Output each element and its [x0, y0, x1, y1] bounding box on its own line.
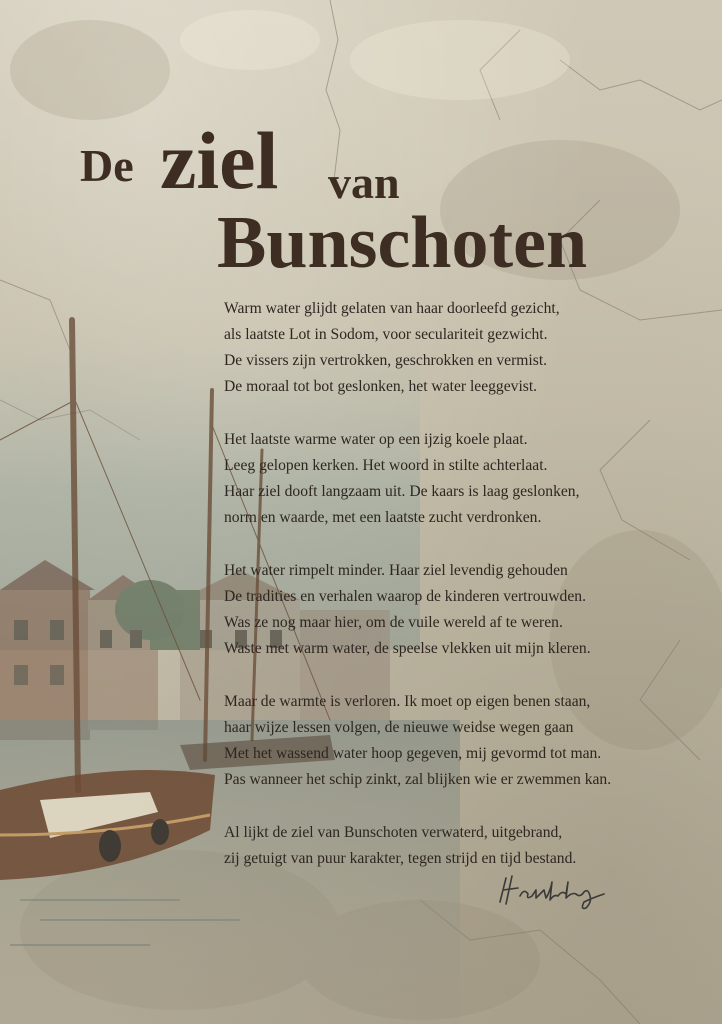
poem-stanza-5 [224, 820, 694, 872]
poem-line: Pas wanneer het schip zinkt, zal blijken wie er zwemmen kan. [224, 771, 612, 788]
title-word-van: van [328, 157, 400, 208]
poem-line: zij getuigt van puur karakter, tegen strijd en tijd bestand. [224, 850, 577, 867]
poem-line: De vissers zijn vertrokken, geschrokken en vermist. [224, 352, 548, 369]
poem-line: Het laatste warme water op een ijzig koele plaat. [224, 431, 528, 448]
poem-line: als laatste Lot in Sodom, voor seculariteit gezwicht. [224, 326, 548, 343]
title-word-ziel: ziel [160, 115, 279, 206]
poem-stanza-4 [224, 689, 694, 793]
signature [492, 868, 612, 918]
poem-body [224, 296, 694, 899]
poem-line: Waste met warm water, de speelse vlekken uit mijn kleren. [224, 640, 591, 657]
poem-line: Het water rimpelt minder. Haar ziel levendig gehouden [224, 562, 568, 579]
poem-stanza-3 [224, 558, 694, 662]
poem-stanza-2 [224, 427, 694, 531]
poem-line: haar wijze lessen volgen, de nieuwe weidse wegen gaan [224, 719, 574, 736]
poem-line: Warm water glijdt gelaten van haar doorleefd gezicht, [224, 300, 560, 317]
poem-line: Met het wassend water hoop gegeven, mij gevormd tot man. [224, 745, 602, 762]
poem-line: De moraal tot bot geslonken, het water leeggevist. [224, 378, 538, 395]
poem-line: Haar ziel dooft langzaam uit. De kaars is laag geslonken, [224, 483, 580, 500]
poem-line: Maar de warmte is verloren. Ik moet op eigen benen staan, [224, 693, 591, 710]
poem-stanza-1 [224, 296, 694, 400]
poem-line: Was ze nog maar hier, om de vuile wereld af te weren. [224, 614, 563, 631]
poem-line: Al lijkt de ziel van Bunschoten verwaterd, uitgebrand, [224, 824, 563, 841]
poem-line: De tradities en verhalen waarop de kinderen vertrouwden. [224, 588, 586, 605]
poem-line: norm en waarde, met een laatste zucht verdronken. [224, 509, 542, 526]
title-word-de: De [80, 140, 134, 191]
title-word-bunschoten: Bunschoten [217, 202, 588, 284]
poem-line: Leeg gelopen kerken. Het woord in stilte achterlaat. [224, 457, 548, 474]
